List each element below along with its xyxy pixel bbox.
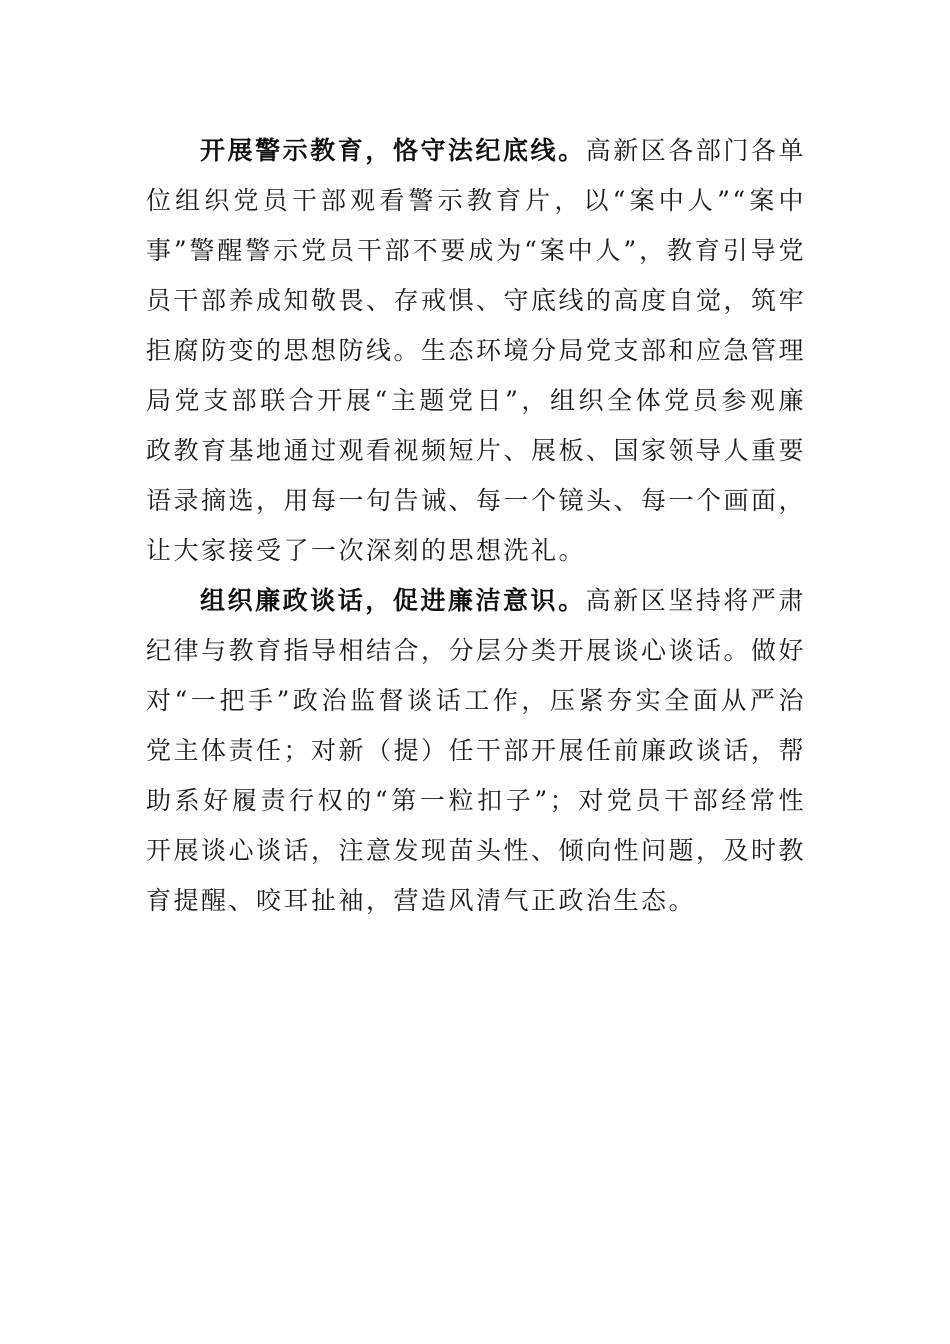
paragraph-heading: 组织廉政谈话，促进廉洁意识。 xyxy=(200,586,586,615)
paragraph-text: 高新区各部门各单位组织党员干部观看警示教育片，以“案中人”“案中事”警醒警示党员干部不要成为“案中人”，教育引导党员干部养成知敬畏、存戒惧、守底线的高度自觉，筑牢拒腐防变的思想防线。生态环境分局党支部和应急管理局党支部联合开展“主题党日”，组织全体党员参观廉政教育基地通过观看视频短片、展板、国家领导人重要语录摘选，用每一句告诫、每一个镜头、每一个画面，让大家接受了一次深刻的思想洗礼。 xyxy=(146,136,807,565)
paragraph-integrity-talks xyxy=(146,576,806,926)
paragraph-heading: 开展警示教育，恪守法纪底线。 xyxy=(200,136,586,165)
document-body xyxy=(146,126,806,926)
paragraph-text: 高新区坚持将严肃纪律与教育指导相结合，分层分类开展谈心谈话。做好对“一把手”政治监督谈话工作，压紧夯实全面从严治党主体责任；对新（提）任干部开展任前廉政谈话，帮助系好履责行权的“第一粒扣子”；对党员干部经常性开展谈心谈话，注意发现苗头性、倾向性问题，及时教育提醒、咬耳扯袖，营造风清气正政治生态。 xyxy=(146,586,807,915)
paragraph-warning-education xyxy=(146,126,806,576)
